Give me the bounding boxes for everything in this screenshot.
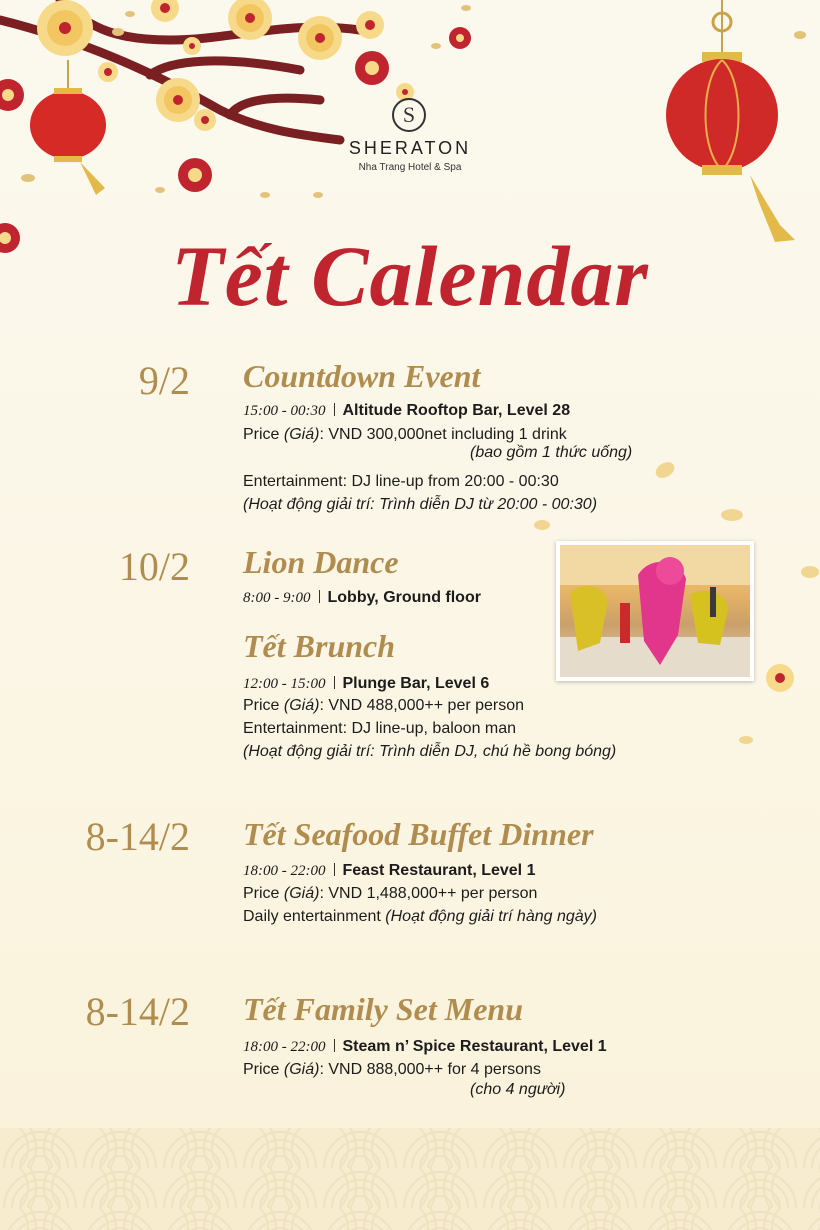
event-date: 8-14/2	[85, 989, 190, 1034]
event-details	[243, 1038, 607, 1056]
event-date: 10/2	[118, 544, 190, 589]
event-location: Steam n’ Spice Restaurant, Level 1	[342, 1038, 607, 1055]
price-note: (bao gồm 1 thức uống)	[470, 444, 633, 461]
price-text: : VND 488,000++ per person	[319, 697, 525, 714]
brand-subtitle: Nha Trang Hotel & Spa	[358, 162, 462, 173]
event-location: Lobby, Ground floor	[327, 589, 481, 606]
event-entertainment	[243, 908, 597, 926]
event-date: 9/2	[138, 358, 190, 403]
event-price	[243, 885, 537, 903]
price-text: : VND 888,000++ for 4 persons	[319, 1061, 541, 1078]
event-location: Plunge Bar, Level 6	[342, 675, 490, 692]
event-time: 18:00 - 22:00	[243, 863, 326, 879]
event-time: 18:00 - 22:00	[243, 1039, 326, 1055]
event-details	[243, 862, 535, 880]
separator	[319, 590, 320, 603]
page-title: Tết Calendar	[171, 228, 649, 324]
event-entertainment-vi: (Hoạt động giải trí: Trình diễn DJ từ 20:00 - 00:30)	[243, 496, 598, 513]
price-label-vi: (Giá)	[283, 697, 320, 714]
price-note: (cho 4 người)	[470, 1081, 566, 1098]
brand-name: SHERATON	[348, 138, 472, 158]
event-entertainment-vi: (Hoạt động giải trí: Trình diễn DJ, chú hề bong bóng)	[243, 743, 617, 760]
event-entertainment: Entertainment: DJ line-up, baloon man	[243, 720, 517, 737]
event-details	[243, 675, 489, 693]
entertainment-vi: (Hoạt động giải trí hàng ngày)	[385, 908, 597, 925]
price-label-vi: (Giá)	[283, 885, 320, 902]
event-details	[243, 589, 481, 607]
wave-pattern-icon	[0, 1128, 820, 1230]
sheraton-logo-mark: S	[392, 98, 426, 132]
event-price	[243, 1061, 541, 1079]
event-title: Tết Seafood Buffet Dinner	[243, 816, 594, 852]
price-text: : VND 300,000net including 1 drink	[319, 426, 567, 443]
event-price	[243, 697, 524, 715]
separator	[334, 403, 335, 416]
petal-decoration-icon	[520, 450, 820, 750]
price-label-vi: (Giá)	[283, 426, 320, 443]
event-entertainment: Entertainment: DJ line-up from 20:00 - 00:30	[243, 473, 559, 490]
price-label: Price	[243, 697, 280, 714]
event-title: Countdown Event	[243, 358, 481, 394]
event-location: Feast Restaurant, Level 1	[342, 862, 536, 879]
event-location: Altitude Rooftop Bar, Level 28	[342, 402, 571, 419]
event-time: 12:00 - 15:00	[243, 676, 326, 692]
event-details	[243, 402, 570, 420]
event-date: 8-14/2	[85, 814, 190, 859]
separator	[334, 1039, 335, 1052]
price-label: Price	[243, 426, 280, 443]
red-lantern-icon	[660, 0, 820, 250]
price-text: : VND 1,488,000++ per person	[319, 885, 538, 902]
event-time: 15:00 - 00:30	[243, 403, 326, 419]
price-label-vi: (Giá)	[283, 1061, 320, 1078]
separator	[334, 676, 335, 689]
event-price	[243, 426, 567, 444]
separator	[334, 863, 335, 876]
event-title: Tết Family Set Menu	[243, 991, 523, 1027]
price-label: Price	[243, 885, 280, 902]
event-time: 8:00 - 9:00	[243, 590, 311, 606]
price-label: Price	[243, 1061, 280, 1078]
event-title: Tết Brunch	[243, 628, 396, 664]
entertainment-text: Daily entertainment	[243, 908, 386, 925]
event-title: Lion Dance	[243, 544, 399, 580]
